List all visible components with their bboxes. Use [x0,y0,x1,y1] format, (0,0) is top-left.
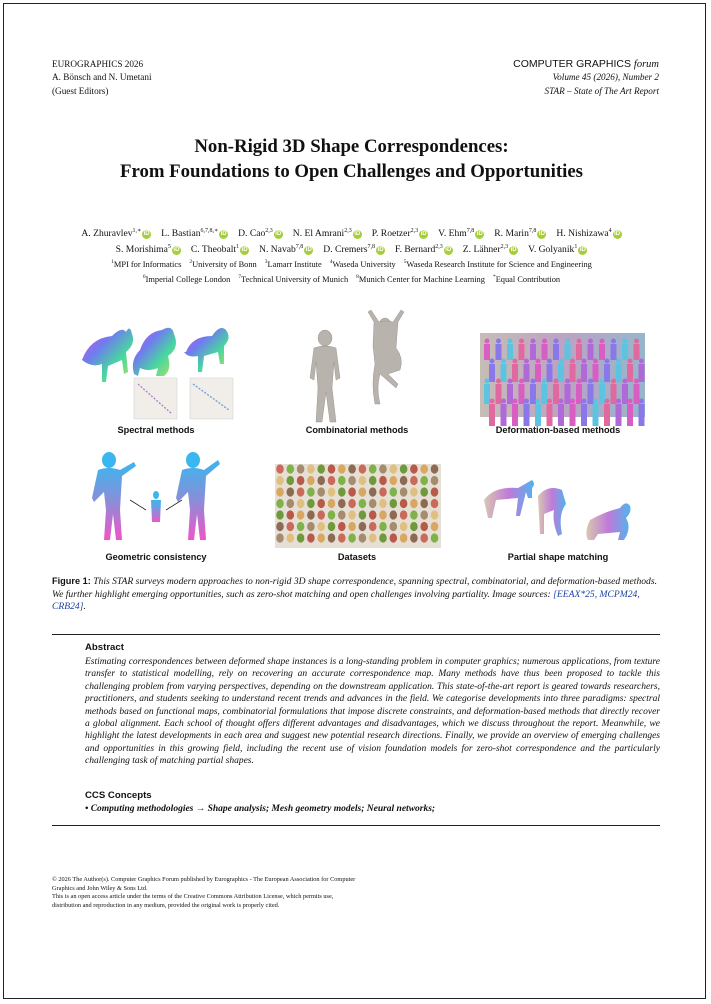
dataset-shape [297,522,305,531]
guest-editors-note: (Guest Editors) [52,85,109,96]
author-name: P. Roetzer$^{2,3}$iD [371,228,427,240]
author-name: S. Morishima$^5$iD [115,243,180,255]
dataset-shape [431,464,439,473]
dataset-shape [390,510,398,519]
dataset-shape [338,487,346,496]
dataset-shape [307,522,315,531]
affiliation: $^2$University of Bonn [189,259,257,269]
dataset-shape [359,533,367,542]
orcid-icon[interactable]: iD [445,246,452,253]
partial-matching-image [484,480,631,540]
author-name: N. Navab$^{7,8}$iD [259,243,312,255]
dataset-shape [328,499,336,508]
dataset-shape [287,522,295,531]
affiliation: $^7$Technical University of Munich [238,273,349,284]
author-name: Z. Lähner$^{2,3}$iD [462,243,517,255]
crowd-figure [593,359,599,383]
affiliation: *Equal Contribution [492,273,561,284]
dataset-shape [410,487,418,496]
crowd-figure [496,379,502,405]
affiliation: $^6$Imperial College London [142,273,231,284]
dataset-shape [431,476,439,485]
dataset-shape [297,487,305,496]
combinatorial-methods-image [310,310,404,422]
orcid-icon[interactable]: iD [579,246,586,253]
dataset-shape [359,464,367,473]
dataset-shape [359,476,367,485]
dataset-shape [390,476,398,485]
crowd-figure [599,379,605,405]
author-name: A. Zhuravlev$^{1,∗}$iD [81,228,150,240]
dataset-shape [400,510,408,519]
orcid-icon[interactable]: iD [614,231,621,238]
dataset-shape [338,476,346,485]
orcid-icon[interactable]: iD [143,231,150,238]
crowd-figure [576,339,582,361]
crowd-figure [553,379,559,405]
affiliation: $^4$Waseda University [329,259,396,269]
abstract-text: Estimating correspondences between deformed shape instances is a long-standing problem in computer graphics; numerous applications, from texture transfer to statistical modelling, rely on recovering an accurate correspondence map. Many methods have thus been proposed to tackle this challenging problem from varying perspectives, depending on the downstream application. This state-of-the-art report is geared towards researchers, practitioners, and students seeking to understand recent trends and advances in the field. We categorise developments into three paradigms: spectral methods based on functional maps, combinatorial formulations that impose discrete constraints, and deformation-based methods that directly recover a global alignment. Each school of thought offers different advantages and disadvantages, which we discuss throughout the report. Meanwhile, we highlight the latest developments in each area and suggest new potential research directions. Finally, we provide an overview of emerging challenges and opportunities in this growing field, including the recent use of vision foundation models for zero-shot correspondence and the particularly challenging task of matching partial shapes. [85,657,660,767]
figure-caption: Figure 1: This STAR surveys modern approaches to non-rigid 3D shape correspondence, spanning spectral, combinatorial, and deformation-based methods. We further highlight emerging opportunities, such as zero-shot matching and open challenges involving partiality. Image sources: [EEAX*25, MCPM24, CRB24]. [52,576,657,613]
dataset-shape [400,487,408,496]
crowd-figure [558,359,564,383]
dataset-shape [307,510,315,519]
orcid-icon[interactable]: iD [275,231,282,238]
crowd-figure [588,339,594,361]
dataset-shape [317,499,325,508]
author-name: R. Marin$^{7,8}$iD [494,228,545,240]
dataset-shape [348,476,356,485]
author-name: H. Nishizawa$^4$iD [556,228,621,240]
dataset-shape [379,487,387,496]
affiliation: $^8$Munich Center for Machine Learning [356,273,485,284]
crowd-figure [634,379,640,405]
crowd-figure [576,379,582,405]
dataset-shape [410,510,418,519]
dataset-shape [328,533,336,542]
panel-label-deformation: Deformation-based methods [495,425,621,435]
dataset-shape [287,476,295,485]
dataset-shape [348,464,356,473]
crowd-figure [639,359,645,383]
affiliation: $^1$MPI for Informatics [111,259,182,269]
dataset-shape [359,522,367,531]
dataset-shape [420,464,428,473]
orcid-icon[interactable]: iD [377,246,384,253]
orcid-icon[interactable]: iD [173,246,180,253]
dataset-shape [276,522,284,531]
dataset-shape [287,464,295,473]
panel-label-spectral: Spectral methods [117,425,195,435]
dataset-shape [297,464,305,473]
dataset-shape [328,487,336,496]
dataset-shape [431,487,439,496]
crowd-figure [565,339,571,361]
dataset-shape [317,487,325,496]
crowd-figure [484,379,490,405]
dataset-shape [317,522,325,531]
dataset-shape [369,476,377,485]
dataset-shape [287,510,295,519]
report-type: STAR – State of The Art Report [544,85,659,96]
dataset-shape [328,522,336,531]
dataset-shape [369,510,377,519]
crowd-figure [634,339,640,361]
dataset-shape [431,522,439,531]
dataset-shape [420,533,428,542]
dataset-shape [338,510,346,519]
crowd-figure [535,359,541,383]
dataset-shape [348,533,356,542]
dataset-shape [369,499,377,508]
dataset-shape [307,464,315,473]
dataset-shape [307,476,315,485]
abstract-heading: Abstract [85,642,124,653]
dataset-shape [348,510,356,519]
orcid-icon[interactable]: iD [220,231,227,238]
dataset-shape [307,533,315,542]
dataset-shape [410,464,418,473]
dataset-shape [369,487,377,496]
dataset-shape [390,499,398,508]
dataset-shape [379,533,387,542]
dataset-shape [328,464,336,473]
crowd-figure [519,339,525,361]
panel-label-partial: Partial shape matching [507,552,609,562]
dataset-shape [338,499,346,508]
crowd-figure [496,339,502,361]
orcid-icon[interactable]: iD [476,231,483,238]
dataset-shape [379,522,387,531]
orcid-icon[interactable]: iD [354,231,361,238]
dataset-shape [431,533,439,542]
dataset-shape [338,522,346,531]
author-name: D. Cremers$^{7,8}$iD [323,243,384,255]
dataset-shape [328,510,336,519]
dataset-shape [420,522,428,531]
dataset-shape [359,487,367,496]
dataset-shape [276,533,284,542]
dataset-shape [369,522,377,531]
dataset-shape [369,464,377,473]
crowd-figure [570,359,576,383]
dataset-shape [420,476,428,485]
orcid-icon[interactable]: iD [305,246,312,253]
dataset-shape [390,487,398,496]
author-name: V. Ehm$^{7,8}$iD [438,228,483,240]
author-name: V. Golyanik$^1$iD [528,243,586,255]
dataset-shape [276,499,284,508]
dataset-shape [276,476,284,485]
author-name: F. Bernard$^{2,3}$iD [395,243,452,255]
crowd-figure [501,359,507,383]
dataset-shape [276,510,284,519]
dataset-shape [400,464,408,473]
dataset-shape [307,487,315,496]
journal-name: COMPUTER GRAPHICS forum [513,58,659,70]
crowd-figure [627,359,633,383]
geometric-consistency-image [92,452,220,540]
dataset-shape [379,464,387,473]
dataset-shape [338,464,346,473]
deformation-methods-image [480,333,645,426]
dataset-shape [390,464,398,473]
guest-editors: A. Bönsch and N. Umetani [52,72,152,83]
crowd-figure [611,339,617,361]
crowd-figure [622,339,628,361]
affiliation: $^5$Waseda Research Institute for Science and Engineering [403,259,592,269]
dataset-shape [287,487,295,496]
paper-title: Non-Rigid 3D Shape Correspondences: From Foundations to Open Challenges and Opportunities [119,136,583,182]
conference-name: EUROGRAPHICS 2026 [52,59,144,69]
crowd-figure [512,359,518,383]
dataset-shape [307,499,315,508]
dataset-shape [379,510,387,519]
dataset-shape [431,499,439,508]
dataset-shape [420,487,428,496]
dataset-shape [328,476,336,485]
dataset-shape [348,522,356,531]
ccs-heading: CCS Concepts [85,790,152,801]
dataset-shape [317,510,325,519]
ccs-concepts: • Computing methodologies → Shape analysis; Mesh geometry models; Neural networks; [85,804,436,814]
dataset-shape [400,476,408,485]
dataset-shape [390,533,398,542]
dataset-shape [297,476,305,485]
crowd-figure [622,379,628,405]
dataset-shape [317,464,325,473]
author-name: N. El Amrani$^{2,3}$iD [292,228,361,240]
dataset-shape [410,499,418,508]
crowd-figure [604,359,610,383]
dataset-shape [400,522,408,531]
orcid-icon[interactable]: iD [241,246,248,253]
copyright-footer: © 2026 The Author(s). Computer Graphics Forum published by Eurographics - The European Association for Computer Graphics and John Wiley & Sons Ltd. This is an open access article under the terms of the Creative Commons Attribution License, which permits use, distribution and reproduction in any medium, provided the original work is properly cited. [52,876,356,909]
crowd-figure [519,379,525,405]
dataset-shape [400,499,408,508]
panel-label-combinatorial: Combinatorial methods [305,425,409,435]
bottom-rule [52,825,660,826]
dataset-shape [420,510,428,519]
dataset-shape [431,510,439,519]
dataset-shape [348,487,356,496]
author-name: C. Theobalt$^1$iD [190,243,248,255]
dataset-shape [287,533,295,542]
dataset-shape [317,476,325,485]
dataset-shape [287,499,295,508]
crowd-figure [599,339,605,361]
spectral-methods-image [82,328,233,419]
crowd-figure [611,379,617,405]
dataset-shape [297,510,305,519]
author-name: D. Cao$^{2,3}$iD [238,228,282,240]
crowd-figure [542,379,548,405]
orcid-icon[interactable]: iD [538,231,545,238]
volume-info: Volume 45 (2026), Number 2 [552,72,659,83]
crowd-figure [565,379,571,405]
dataset-shape [276,464,284,473]
dataset-shape [410,533,418,542]
dataset-shape [369,533,377,542]
crowd-figure [542,339,548,361]
author-name: L. Bastian$^{6,7,8,∗}$iD [161,228,227,240]
crowd-figure [484,339,490,361]
crowd-figure [507,339,513,361]
dataset-shape [297,533,305,542]
dataset-shape [359,499,367,508]
dataset-shape [317,533,325,542]
crowd-figure [588,379,594,405]
crowd-figure [489,359,495,383]
dataset-shape [338,533,346,542]
dataset-shape [410,522,418,531]
orcid-icon[interactable]: iD [420,231,427,238]
orcid-icon[interactable]: iD [510,246,517,253]
dataset-shape [379,476,387,485]
crowd-figure [507,379,513,405]
panel-label-datasets: Datasets [337,552,377,562]
crowd-figure [524,359,530,383]
crowd-figure [616,359,622,383]
dataset-shape [379,499,387,508]
dataset-shape [276,487,284,496]
datasets-image [275,464,441,548]
affiliation: $^3$Lamarr Institute [264,259,322,269]
crowd-figure [547,359,553,383]
top-rule [52,634,660,635]
caption-citations[interactable]: [EEAX*25, MCPM24, CRB24] [52,588,640,613]
panel-label-geometric: Geometric consistency [105,552,207,562]
dataset-shape [359,510,367,519]
dataset-shape [410,476,418,485]
crowd-figure [530,339,536,361]
crowd-figure [553,339,559,361]
dataset-shape [420,499,428,508]
dataset-shape [297,499,305,508]
crowd-figure [581,359,587,383]
dataset-shape [390,522,398,531]
dataset-shape [400,533,408,542]
crowd-figure [530,379,536,405]
dataset-shape [348,499,356,508]
